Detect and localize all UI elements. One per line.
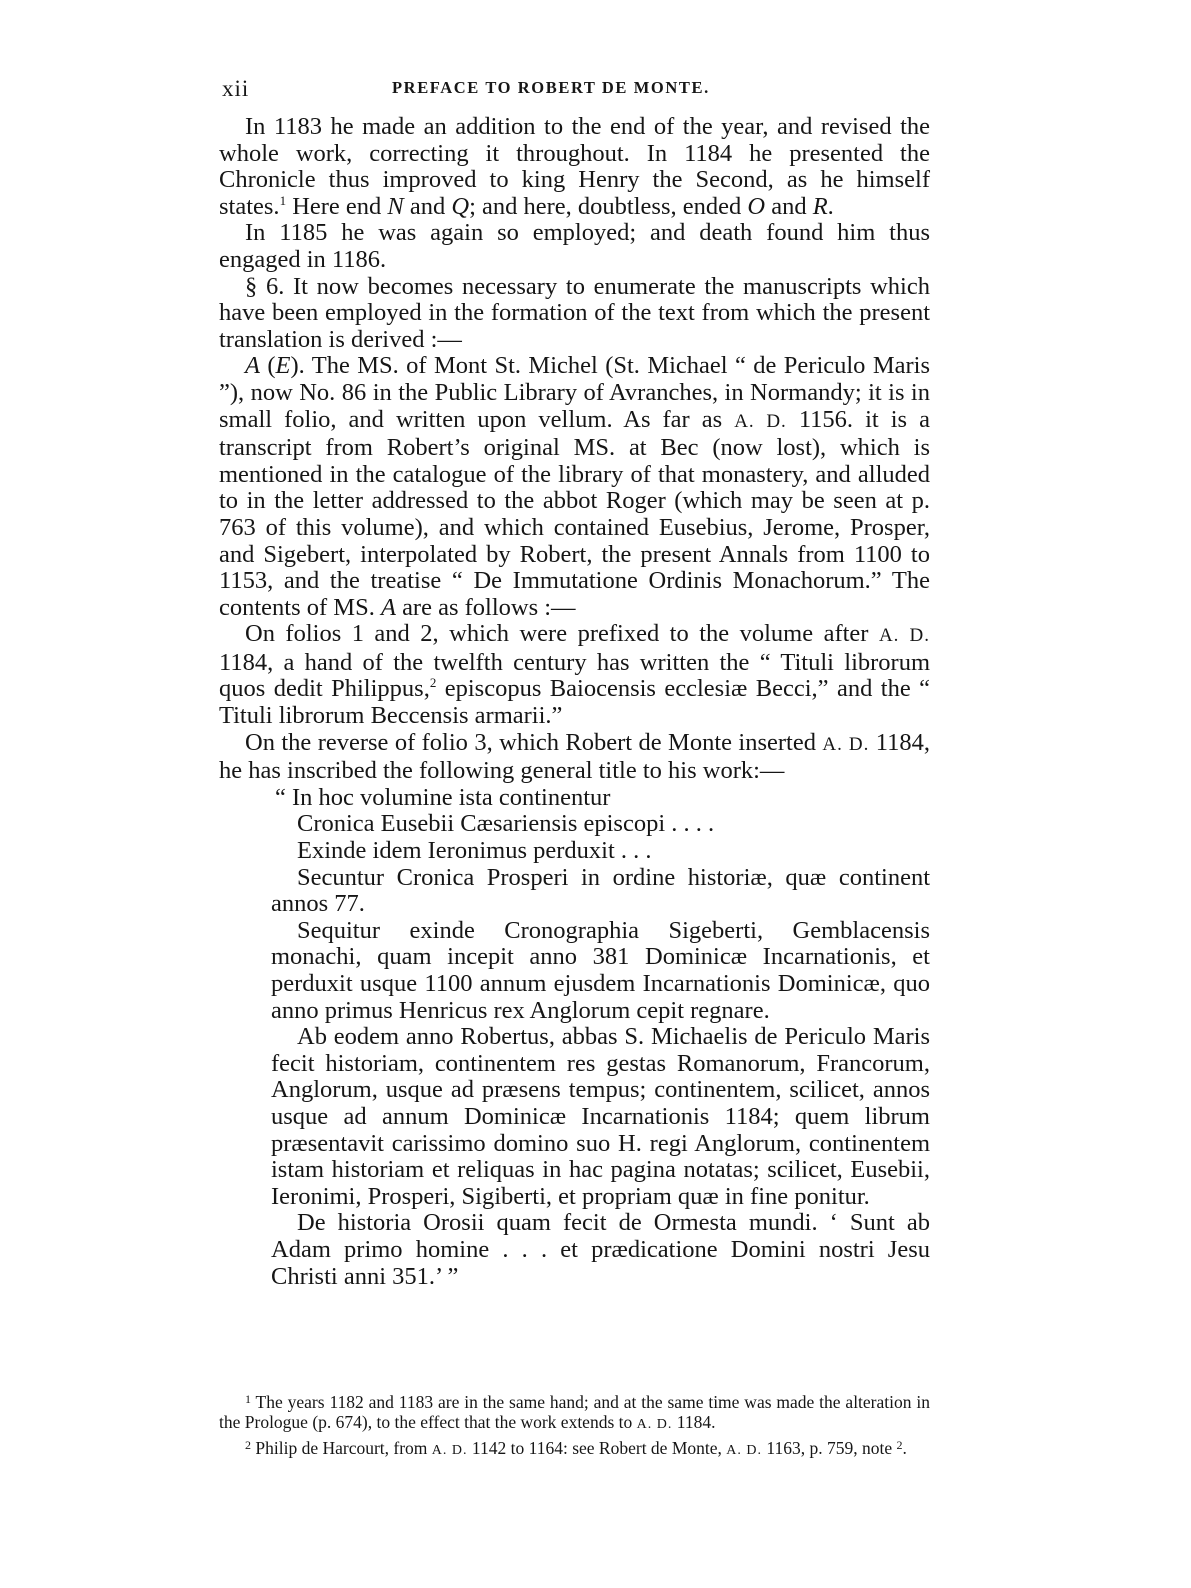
paragraph-folios: On folios 1 and 2, which were prefixed to the volume after A. D. 1184, a hand of the twelfth century has written the “ Tituli librorum quos dedit Philippus,$^2$ episcopus Baiocensis ecclesiæ Becci,” and the “ Tituli librorum Beccensis armarii.” [219, 620, 930, 730]
main-text [219, 114, 930, 1290]
paragraph-1185: In 1185 he was again so employed; and death found him thus engaged in 1186. [219, 219, 930, 273]
paragraph-ms-a: A (E). The MS. of Mont St. Michel (St. Michael “ de Periculo Maris ”), now No. 86 in the Public Library of Avranches, in Normandy; it is in small folio, and written upon vellum. As far as A. D. 1156. it is a transcript from Robert’s original MS. at Bec (now lost), which is mentioned in the catalogue of the library of that monastery, and alluded to in the letter addressed to the abbot Roger (which may be seen at p. 763 of this volume), and which contained Eusebius, Jerome, Prosper, and Sigebert, interpolated by Robert, the present Annals from 1100 to 1153, and the treatise “ De Immutatione Ordinis Monachorum.” The contents of MS. A are as follows :— [219, 352, 930, 621]
quote-line-1: “ In hoc volumine ista continentur [275, 783, 611, 811]
running-title: PREFACE TO ROBERT DE MONTE. [392, 78, 710, 97]
page-number: xii [222, 76, 250, 101]
paragraph-folio-3: On the reverse of folio 3, which Robert de Monte inserted A. D. 1184, he has inscribed the following general title to his work:— [219, 728, 931, 785]
footnotes [219, 1389, 930, 1461]
footnote-ref-1: 1 [279, 192, 287, 208]
quote-line-6: Ab eodem anno Robertus, abbas S. Michaelis de Periculo Maris fecit historiam, continentem res gestas Romanorum, Francorum, Anglorum, usque ad præsens tempus; continentem, scilicet, annos usque ad annum Dominicæ Incarnationis 1184; quem librum præsentavit carissimo domino suo H. regi Anglorum, continentem istam historiam et reliquas in hac pagina notatas; scilicet, Eusebii, Ieronimi, Prosperi, Sigiberti, et propriam quæ in fine ponitur. [271, 1023, 930, 1210]
footnote-2: $^2$ Philip de Harcourt, from A. D. 1142 to 1164: see Robert de Monte, A. D. 1163, p. 759, note $^2$. [245, 1438, 907, 1458]
quote-line-2: Cronica Eusebii Cæsariensis episcopi . . . . [297, 810, 715, 838]
quote-line-7: De historia Orosii quam fecit de Ormesta mundi. ‘ Sunt ab Adam primo homine . . . et prædicatione Domini nostri Jesu Christi anni 351.’ ” [271, 1209, 930, 1290]
quote-line-3: Exinde idem Ieronimus perduxit . . . [297, 837, 652, 865]
paragraph-section-6: § 6. It now becomes necessary to enumerate the manuscripts which have been employed in the formation of the text from which the present translation is derived :— [219, 272, 930, 353]
quote-line-5: Sequitur exinde Cronographia Sigeberti, Gemblacensis monachi, quam incepit anno 381 Dominicæ Incarnationis, et perduxit usque 1100 annum ejusdem Incarnationis Dominicæ, quo anno primus Henricus rex Anglorum cepit regnare. [271, 916, 930, 1024]
paragraph-1183: In 1183 he made an addition to the end of the year, and revised the whole work, correcting it throughout. In 1184 he presented the Chronicle thus improved to king Henry the Second, as he himself states.$^1$ Here end N and Q; and here, doubtless, ended O and R. [219, 113, 930, 220]
footnote-1: $^1$ The years 1182 and 1183 are in the same hand; and at the same time was made the alteration in the Prologue (p. 674), to the effect that the work extends to A. D. 1184. [219, 1392, 930, 1432]
footnote-ref-2: 2 [429, 675, 437, 691]
page-header [222, 76, 930, 102]
quote-line-4: Secuntur Cronica Prosperi in ordine historiæ, quæ continent annos 77. [271, 863, 930, 918]
